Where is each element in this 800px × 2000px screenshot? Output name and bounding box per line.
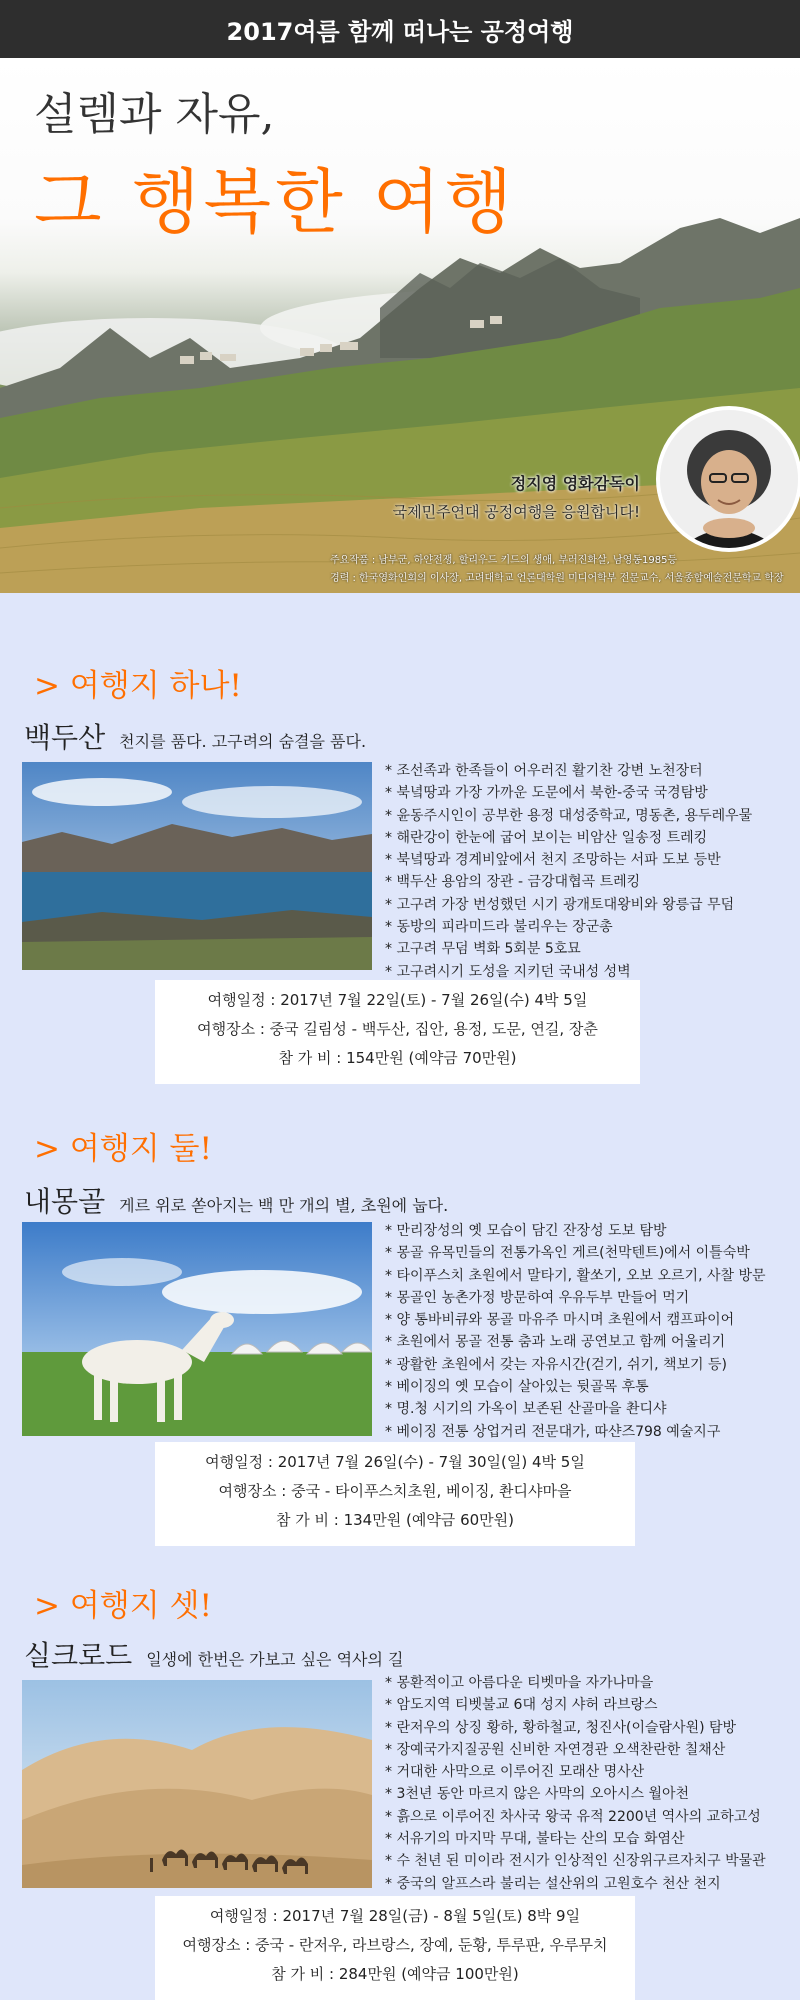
list-item: * 조선족과 한족들이 어우러진 활기찬 강변 노천장터 bbox=[385, 760, 795, 782]
section-1-photo bbox=[22, 762, 372, 970]
section-1-destination: 백두산 bbox=[24, 721, 106, 754]
list-item: * 수 천년 된 미이라 전시가 인상적인 신장위구르자치구 박물관 bbox=[385, 1850, 795, 1872]
list-item: * 베이징의 옛 모습이 살아있는 뒷골목 후통 bbox=[385, 1376, 795, 1398]
list-item: * 백두산 용암의 장관 - 금강대협곡 트레킹 bbox=[385, 871, 795, 893]
section-3-title-row bbox=[24, 1634, 403, 1674]
section-1-title-row bbox=[24, 716, 366, 756]
list-item: * 양 통바비큐와 몽골 마유주 마시며 초원에서 캠프파이어 bbox=[385, 1309, 795, 1331]
list-item: * 고구려 무덤 벽화 5회분 5호묘 bbox=[385, 938, 795, 960]
section-1-highlights bbox=[385, 760, 795, 983]
section-3-info-box bbox=[155, 1896, 635, 2000]
banner-title: 2017여름 함께 떠나는 공정여행 bbox=[226, 17, 574, 46]
section-3-fee: 참 가 비 : 284만원 (예약금 100만원) bbox=[271, 1965, 519, 1983]
list-item: * 몽골인 농촌가정 방문하여 우유두부 만들어 먹기 bbox=[385, 1287, 795, 1309]
section-3-photo bbox=[22, 1680, 372, 1888]
section-1-schedule: 여행일정 : 2017년 7월 22일(토) - 7월 26일(수) 4박 5일 bbox=[207, 991, 588, 1009]
section-2-info-box bbox=[155, 1442, 635, 1546]
director-works: 주요작품 : 남부군, 하얀전쟁, 할리우드 키드의 생애, 부러진화살, 남영동1985등 bbox=[330, 555, 678, 566]
list-item: * 해란강이 한눈에 굽어 보이는 비암산 일송정 트레킹 bbox=[385, 827, 795, 849]
list-item: * 베이징 전통 상업거리 전문대가, 따샨즈798 예술지구 bbox=[385, 1421, 795, 1443]
list-item: * 동방의 피라미드라 불리우는 장군총 bbox=[385, 916, 795, 938]
list-item: * 몽환적이고 아름다운 티벳마을 자가나마을 bbox=[385, 1672, 795, 1694]
section-2-places: 여행장소 : 중국 - 타이푸스치초원, 베이징, 촨디샤마을 bbox=[218, 1482, 572, 1500]
section-1-places: 여행장소 : 중국 길림성 - 백두산, 집안, 용정, 도문, 연길, 장춘 bbox=[197, 1020, 598, 1038]
list-item: * 암도지역 티벳불교 6대 성지 샤허 라브랑스 bbox=[385, 1694, 795, 1716]
hero-headline-1: 설렘과 자유, bbox=[34, 89, 275, 140]
section-3-places: 여행장소 : 중국 - 란저우, 라브랑스, 장예, 둔황, 투루판, 우루무치 bbox=[182, 1936, 608, 1954]
list-item: * 만리장성의 옛 모습이 담긴 잔장성 도보 탐방 bbox=[385, 1220, 795, 1242]
section-1-heading: > 여행지 하나! bbox=[34, 668, 242, 704]
section-2-highlights bbox=[385, 1220, 795, 1443]
director-message: 국제민주연대 공정여행을 응원합니다! bbox=[392, 503, 640, 521]
section-3-subtitle: 일생에 한번은 가보고 싶은 역사의 길 bbox=[146, 1650, 404, 1669]
hero-headline-2: 그 행복한 여행 bbox=[34, 161, 517, 243]
list-item: * 흙으로 이루어진 차사국 왕국 유적 2200년 역사의 교하고성 bbox=[385, 1806, 795, 1828]
list-item: * 명.청 시기의 가옥이 보존된 산골마을 촨디샤 bbox=[385, 1398, 795, 1420]
list-item: * 중국의 알프스라 불리는 설산위의 고원호수 천산 천지 bbox=[385, 1873, 795, 1895]
list-item: * 고구려시기 도성을 지키던 국내성 성벽 bbox=[385, 961, 795, 983]
section-2-schedule: 여행일정 : 2017년 7월 26일(수) - 7월 30일(일) 4박 5일 bbox=[205, 1453, 585, 1471]
director-name: 정지영 영화감독이 bbox=[510, 474, 640, 493]
grassland-horse-image bbox=[22, 1222, 372, 1436]
desert-caravan-image bbox=[22, 1680, 372, 1888]
top-banner bbox=[0, 0, 800, 58]
section-1-info-box bbox=[155, 980, 640, 1084]
list-item: * 타이푸스치 초원에서 말타기, 활쏘기, 오보 오르기, 사찰 방문 bbox=[385, 1265, 795, 1287]
list-item: * 북녘땅과 경계비앞에서 천지 조망하는 서파 도보 등반 bbox=[385, 849, 795, 871]
section-2-destination: 내몽골 bbox=[24, 1185, 106, 1218]
director-portrait-image bbox=[660, 410, 798, 548]
section-2-photo bbox=[22, 1222, 372, 1436]
section-3-heading: > 여행지 셋! bbox=[34, 1588, 212, 1624]
section-2-heading: > 여행지 둘! bbox=[34, 1131, 212, 1167]
hero-section bbox=[0, 58, 800, 593]
section-2-fee: 참 가 비 : 134만원 (예약금 60만원) bbox=[276, 1511, 514, 1529]
list-item: * 장예국가지질공원 신비한 자연경관 오색찬란한 칠채산 bbox=[385, 1739, 795, 1761]
director-portrait bbox=[656, 406, 800, 552]
list-item: * 3천년 동안 마르지 않은 사막의 오아시스 월아천 bbox=[385, 1783, 795, 1805]
section-3-highlights bbox=[385, 1672, 795, 1895]
section-2-title-row bbox=[24, 1180, 448, 1220]
crater-lake-image bbox=[22, 762, 372, 970]
list-item: * 거대한 사막으로 이루어진 모래산 명사산 bbox=[385, 1761, 795, 1783]
section-1-subtitle: 천지를 품다. 고구려의 숨결을 품다. bbox=[119, 732, 367, 751]
section-3-destination: 실크로드 bbox=[24, 1639, 133, 1672]
list-item: * 광활한 초원에서 갖는 자유시간(걷기, 쉬기, 책보기 등) bbox=[385, 1354, 795, 1376]
section-2-subtitle: 게르 위로 쏟아지는 백 만 개의 별, 초원에 눕다. bbox=[119, 1196, 449, 1215]
list-item: * 고구려 가장 번성했던 시기 광개토대왕비와 왕릉급 무덤 bbox=[385, 894, 795, 916]
section-3-schedule: 여행일정 : 2017년 7월 28일(금) - 8월 5일(토) 8박 9일 bbox=[209, 1907, 581, 1925]
list-item: * 란저우의 상징 황하, 황하철교, 청진사(이슬람사원) 탐방 bbox=[385, 1717, 795, 1739]
section-1-fee: 참 가 비 : 154만원 (예약금 70만원) bbox=[278, 1049, 517, 1067]
list-item: * 서유기의 마지막 무대, 불타는 산의 모습 화염산 bbox=[385, 1828, 795, 1850]
director-career: 경력 : 한국영화인회의 이사장, 고려대학교 언론대학원 미디어학부 전문교수, 서울종합예술전문학교 학장 bbox=[330, 573, 784, 584]
list-item: * 초원에서 몽골 전통 춤과 노래 공연보고 함께 어울리기 bbox=[385, 1331, 795, 1353]
list-item: * 몽골 유목민들의 전통가옥인 게르(천막텐트)에서 이틀숙박 bbox=[385, 1242, 795, 1264]
list-item: * 윤동주시인이 공부한 용정 대성중학교, 명동촌, 용두레우물 bbox=[385, 805, 795, 827]
list-item: * 북녘땅과 가장 가까운 도문에서 북한-중국 국경탐방 bbox=[385, 782, 795, 804]
